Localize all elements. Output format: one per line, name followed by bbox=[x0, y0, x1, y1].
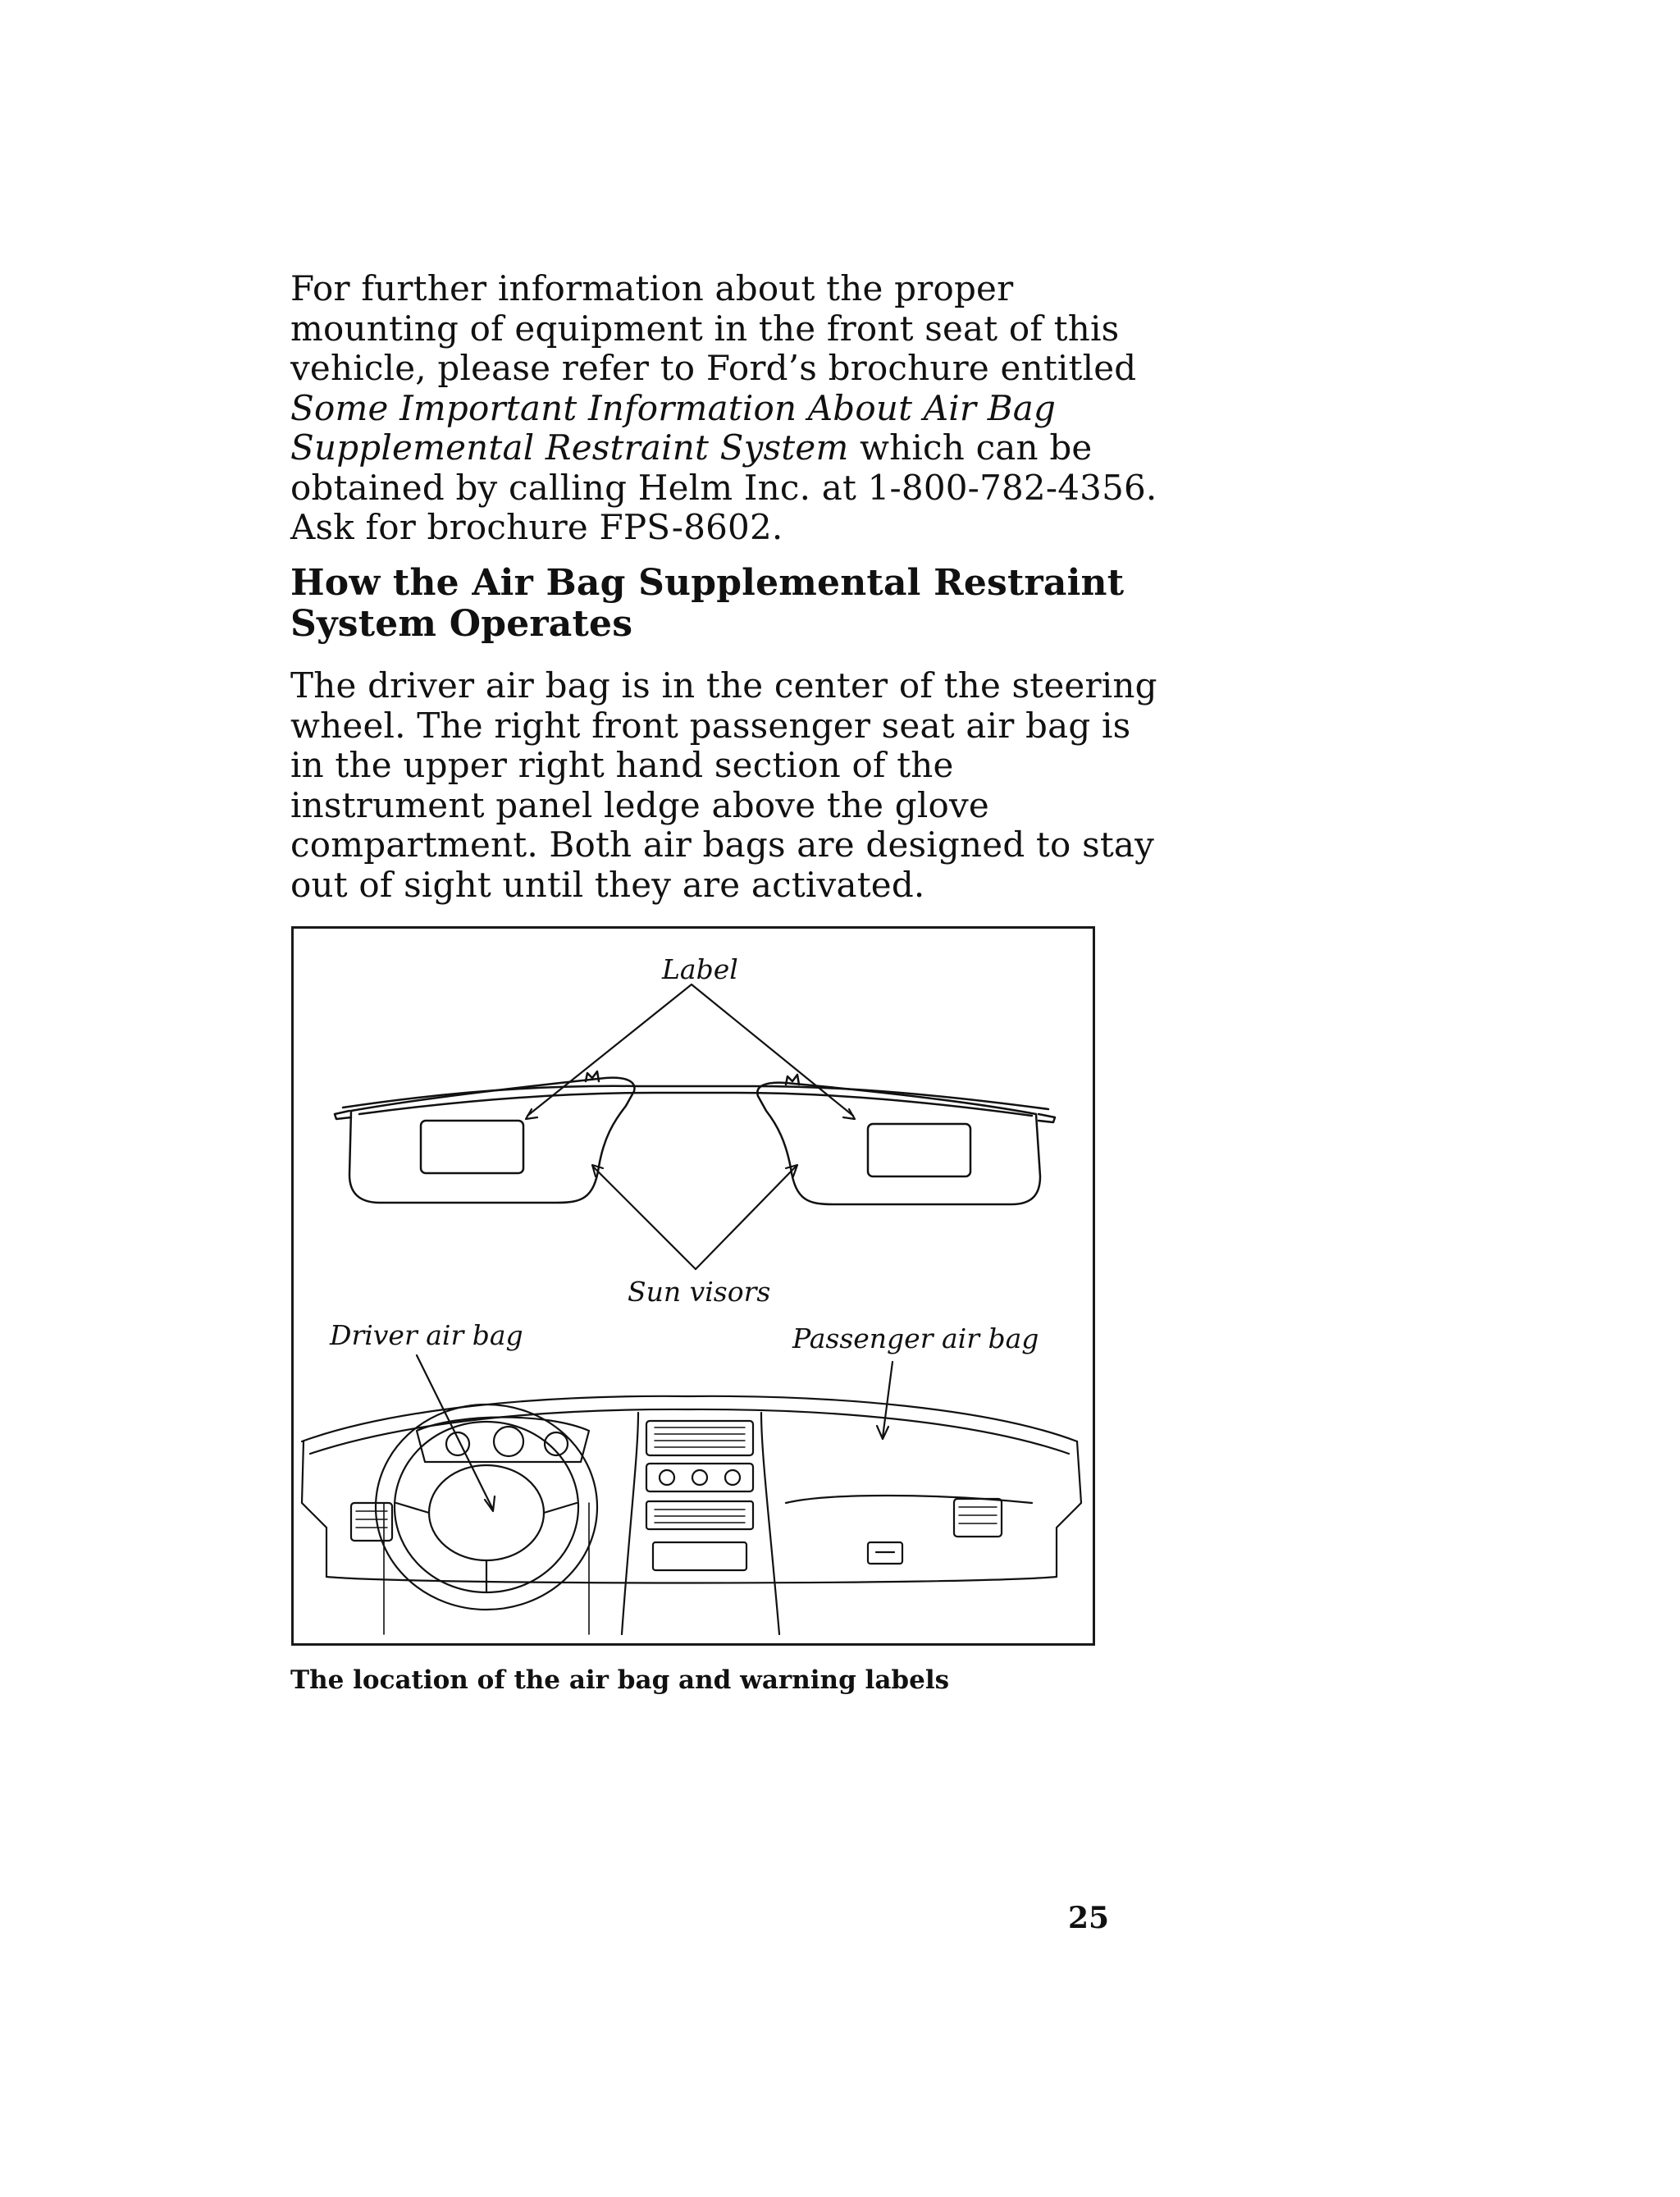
airbag-location-figure bbox=[291, 926, 1095, 1646]
page-number: 25 bbox=[1068, 1901, 1110, 1935]
intro-line: mounting of equipment in the front seat of this bbox=[290, 308, 1120, 349]
body-line: compartment. Both air bags are designed to stay bbox=[290, 824, 1155, 865]
intro-line: For further information about the proper bbox=[290, 268, 1014, 308]
brochure-title-line-1: Some Important Information About Air Bag bbox=[290, 387, 1057, 428]
sun-visor-arrows bbox=[592, 1165, 797, 1269]
body-line: instrument panel ledge above the glove bbox=[290, 784, 989, 825]
passenger-airbag-callout: Passenger air bag bbox=[792, 1322, 1039, 1354]
heading-line-1: How the Air Bag Supplemental Restraint bbox=[290, 562, 1125, 604]
label-arrows bbox=[526, 984, 855, 1119]
intro-line: vehicle, please refer to Ford’s brochure entitled bbox=[290, 348, 1137, 388]
label-callout: Label bbox=[662, 953, 738, 985]
intro-brochure-line: Ask for brochure FPS-8602. bbox=[290, 507, 783, 547]
intro-paragraph bbox=[290, 268, 1157, 548]
section-heading bbox=[290, 562, 1125, 645]
figure-caption: The location of the air bag and warning labels bbox=[290, 1665, 950, 1695]
passenger-airbag-arrow bbox=[877, 1362, 892, 1439]
intro-line-tail: which can be bbox=[848, 427, 1093, 468]
section-body bbox=[290, 665, 1157, 905]
intro-phone-line: obtained by calling Helm Inc. at 1-800-782-4356. bbox=[290, 467, 1157, 508]
brochure-title-line-2: Supplemental Restraint System bbox=[290, 427, 849, 468]
dashboard bbox=[302, 1396, 1081, 1634]
body-line: out of sight until they are activated. bbox=[290, 864, 925, 905]
body-line: The driver air bag is in the center of the steering bbox=[290, 665, 1157, 706]
sun-visors-callout: Sun visors bbox=[628, 1276, 771, 1308]
left-sun-visor bbox=[335, 1071, 634, 1203]
heading-line-2: System Operates bbox=[290, 603, 633, 645]
driver-airbag-callout: Driver air bag bbox=[330, 1319, 523, 1351]
body-line: wheel. The right front passenger seat air bag is bbox=[290, 705, 1131, 746]
body-line: in the upper right hand section of the bbox=[290, 745, 954, 785]
intro-line-mixed bbox=[290, 428, 1111, 468]
